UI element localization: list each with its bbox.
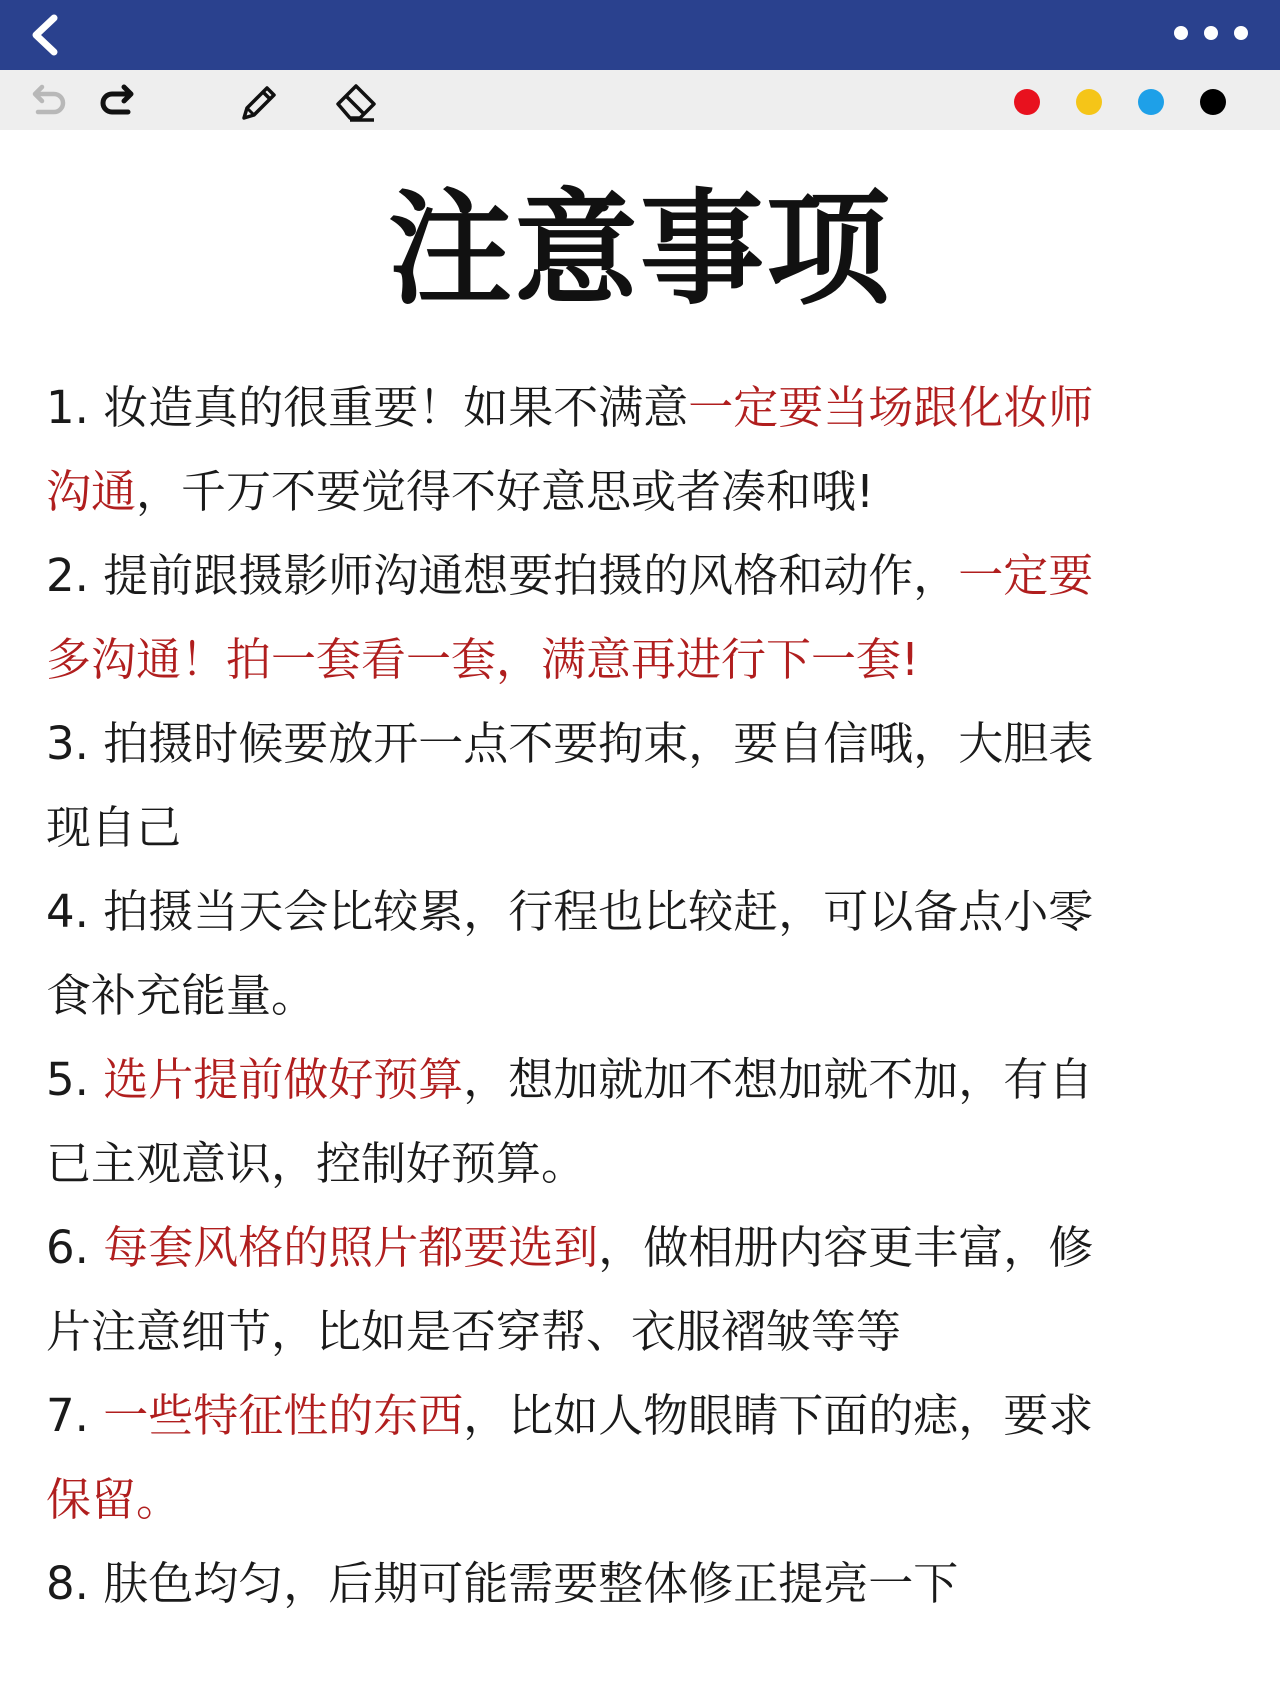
note-text: 6. — [46, 1221, 104, 1274]
note-line — [46, 786, 1246, 870]
highlight-text: 选片提前做好预算 — [103, 1053, 464, 1106]
chevron-left-icon[interactable] — [24, 12, 70, 58]
note-text: ，做相册内容更丰富，修 — [598, 1221, 1094, 1274]
note-text: 片注意细节，比如是否穿帮、衣服褶皱等等 — [46, 1305, 902, 1358]
note-text: ，千万不要觉得不好意思或者凑和哦! — [136, 465, 875, 518]
color-swatch-red[interactable] — [1014, 89, 1040, 115]
highlight-text: 多沟通！拍一套看一套，满意再进行下一套! — [46, 633, 920, 686]
highlight-text: 沟通 — [46, 465, 137, 518]
color-swatch-black[interactable] — [1200, 89, 1226, 115]
note-line — [46, 954, 1246, 1038]
notes-list — [46, 366, 1246, 1626]
note-text: 1. 妆造真的很重要！如果不满意 — [46, 381, 689, 434]
pencil-icon[interactable] — [236, 80, 280, 124]
page-title: 注意事项 — [387, 178, 892, 322]
note-line — [46, 1206, 1246, 1290]
color-swatch-blue[interactable] — [1138, 89, 1164, 115]
note-text: 食补充能量。 — [46, 969, 317, 1022]
note-line — [46, 618, 1246, 702]
highlight-text: 一定要 — [958, 549, 1094, 602]
highlight-text: 一些特征性的东西 — [103, 1389, 464, 1442]
note-text: 已主观意识，控制好预算。 — [46, 1137, 587, 1190]
note-line — [46, 366, 1246, 450]
note-text: 8. 肤色均匀，后期可能需要整体修正提亮一下 — [46, 1557, 959, 1610]
note-text: 7. — [46, 1389, 104, 1442]
note-text: 现自己 — [46, 801, 182, 854]
note-line — [46, 1038, 1246, 1122]
highlight-text: 保留。 — [46, 1473, 182, 1526]
eraser-icon[interactable] — [334, 80, 378, 124]
note-line — [46, 534, 1246, 618]
note-text: 2. 提前跟摄影师沟通想要拍摄的风格和动作， — [46, 549, 959, 602]
more-dots-icon[interactable] — [1170, 18, 1252, 48]
note-text: ，比如人物眼睛下面的痣，要求 — [463, 1389, 1094, 1442]
note-text: 3. 拍摄时候要放开一点不要拘束，要自信哦，大胆表 — [46, 717, 1094, 770]
undo-icon[interactable] — [26, 80, 70, 124]
note-line — [46, 1542, 1246, 1626]
note-line — [46, 1122, 1246, 1206]
note-line — [46, 702, 1246, 786]
note-text: 5. — [46, 1053, 104, 1106]
highlight-text: 每套风格的照片都要选到 — [103, 1221, 599, 1274]
note-text: 4. 拍摄当天会比较累，行程也比较赶，可以备点小零 — [46, 885, 1094, 938]
highlight-text: 一定要当场跟化妆师 — [688, 381, 1094, 434]
color-swatch-yellow[interactable] — [1076, 89, 1102, 115]
note-line — [46, 1458, 1246, 1542]
redo-icon[interactable] — [96, 80, 140, 124]
note-line — [46, 1374, 1246, 1458]
note-line — [46, 450, 1246, 534]
note-text: ，想加就加不想加就不加，有自 — [463, 1053, 1094, 1106]
note-line — [46, 870, 1246, 954]
note-line — [46, 1290, 1246, 1374]
top-nav-bar — [0, 0, 1280, 70]
